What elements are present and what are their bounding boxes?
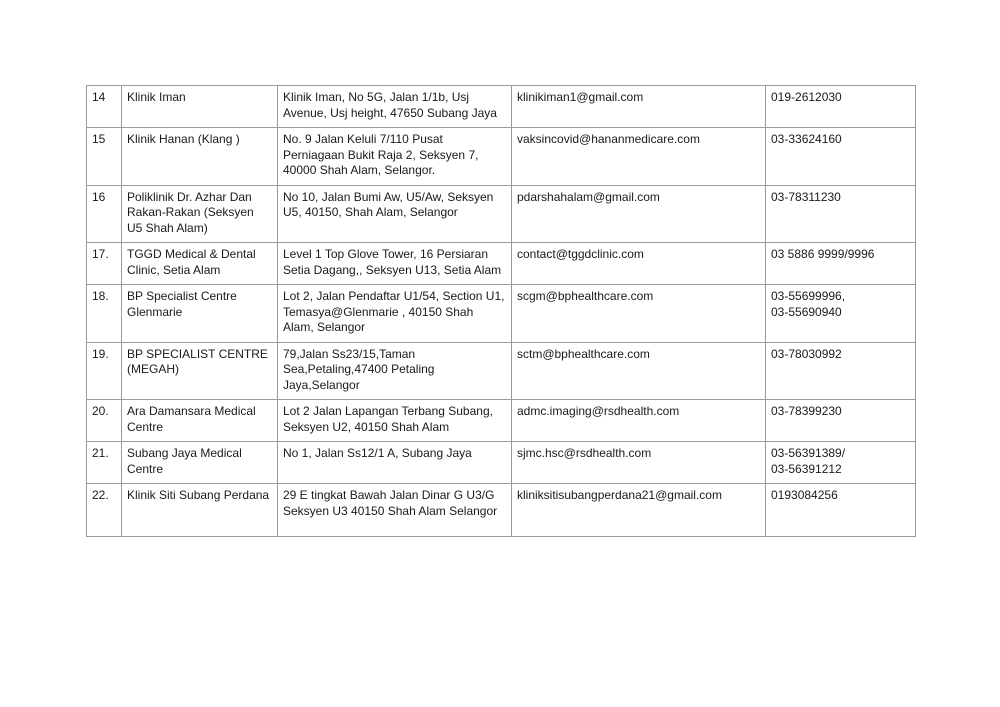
clinic-phone: 0193084256 xyxy=(766,484,916,537)
clinic-email: sjmc.hsc@rsdhealth.com xyxy=(512,442,766,484)
clinic-table xyxy=(86,85,916,537)
clinic-email: pdarshahalam@gmail.com xyxy=(512,185,766,243)
clinic-email: vaksincovid@hananmedicare.com xyxy=(512,128,766,186)
row-number: 14 xyxy=(87,86,122,128)
clinic-name: Klinik Iman xyxy=(122,86,278,128)
clinic-address: Lot 2, Jalan Pendaftar U1/54, Section U1, Temasya@Glenmarie , 40150 Shah Alam, Selangor xyxy=(278,285,512,343)
clinic-address: 79,Jalan Ss23/15,Taman Sea,Petaling,47400 Petaling Jaya,Selangor xyxy=(278,342,512,400)
table-row xyxy=(87,442,916,484)
table-row xyxy=(87,484,916,537)
clinic-email: scgm@bphealthcare.com xyxy=(512,285,766,343)
clinic-name: TGGD Medical & Dental Clinic, Setia Alam xyxy=(122,243,278,285)
clinic-name: Klinik Hanan (Klang ) xyxy=(122,128,278,186)
clinic-name: BP SPECIALIST CENTRE (MEGAH) xyxy=(122,342,278,400)
clinic-phone: 03-78311230 xyxy=(766,185,916,243)
clinic-address: No. 9 Jalan Keluli 7/110 Pusat Perniagaan Bukit Raja 2, Seksyen 7, 40000 Shah Alam, Selangor. xyxy=(278,128,512,186)
row-number: 18. xyxy=(87,285,122,343)
row-number: 17. xyxy=(87,243,122,285)
clinic-phone: 03-78399230 xyxy=(766,400,916,442)
table-row xyxy=(87,342,916,400)
row-number: 19. xyxy=(87,342,122,400)
clinic-phone: 03-33624160 xyxy=(766,128,916,186)
clinic-phone: 03-56391389/ 03-56391212 xyxy=(766,442,916,484)
table-row xyxy=(87,243,916,285)
clinic-address: No 10, Jalan Bumi Aw, U5/Aw, Seksyen U5, 40150, Shah Alam, Selangor xyxy=(278,185,512,243)
clinic-address: Klinik Iman, No 5G, Jalan 1/1b, Usj Avenue, Usj height, 47650 Subang Jaya xyxy=(278,86,512,128)
clinic-table-body xyxy=(87,86,916,537)
clinic-phone: 03 5886 9999/9996 xyxy=(766,243,916,285)
clinic-name: Subang Jaya Medical Centre xyxy=(122,442,278,484)
clinic-email: admc.imaging@rsdhealth.com xyxy=(512,400,766,442)
clinic-address: Level 1 Top Glove Tower, 16 Persiaran Setia Dagang,, Seksyen U13, Setia Alam xyxy=(278,243,512,285)
clinic-phone: 03-78030992 xyxy=(766,342,916,400)
row-number: 20. xyxy=(87,400,122,442)
clinic-name: Poliklinik Dr. Azhar Dan Rakan-Rakan (Seksyen U5 Shah Alam) xyxy=(122,185,278,243)
clinic-phone: 019-2612030 xyxy=(766,86,916,128)
clinic-name: Klinik Siti Subang Perdana xyxy=(122,484,278,537)
table-row xyxy=(87,128,916,186)
clinic-email: sctm@bphealthcare.com xyxy=(512,342,766,400)
clinic-email: contact@tggdclinic.com xyxy=(512,243,766,285)
table-row xyxy=(87,285,916,343)
table-row xyxy=(87,185,916,243)
table-row xyxy=(87,400,916,442)
row-number: 16 xyxy=(87,185,122,243)
row-number: 15 xyxy=(87,128,122,186)
clinic-address: No 1, Jalan Ss12/1 A, Subang Jaya xyxy=(278,442,512,484)
table-row xyxy=(87,86,916,128)
clinic-name: Ara Damansara Medical Centre xyxy=(122,400,278,442)
clinic-address: 29 E tingkat Bawah Jalan Dinar G U3/G Seksyen U3 40150 Shah Alam Selangor xyxy=(278,484,512,537)
clinic-phone: 03-55699996, 03-55690940 xyxy=(766,285,916,343)
clinic-email: kliniksitisubangperdana21@gmail.com xyxy=(512,484,766,537)
clinic-name: BP Specialist Centre Glenmarie xyxy=(122,285,278,343)
row-number: 22. xyxy=(87,484,122,537)
clinic-email: klinikiman1@gmail.com xyxy=(512,86,766,128)
row-number: 21. xyxy=(87,442,122,484)
clinic-address: Lot 2 Jalan Lapangan Terbang Subang, Seksyen U2, 40150 Shah Alam xyxy=(278,400,512,442)
